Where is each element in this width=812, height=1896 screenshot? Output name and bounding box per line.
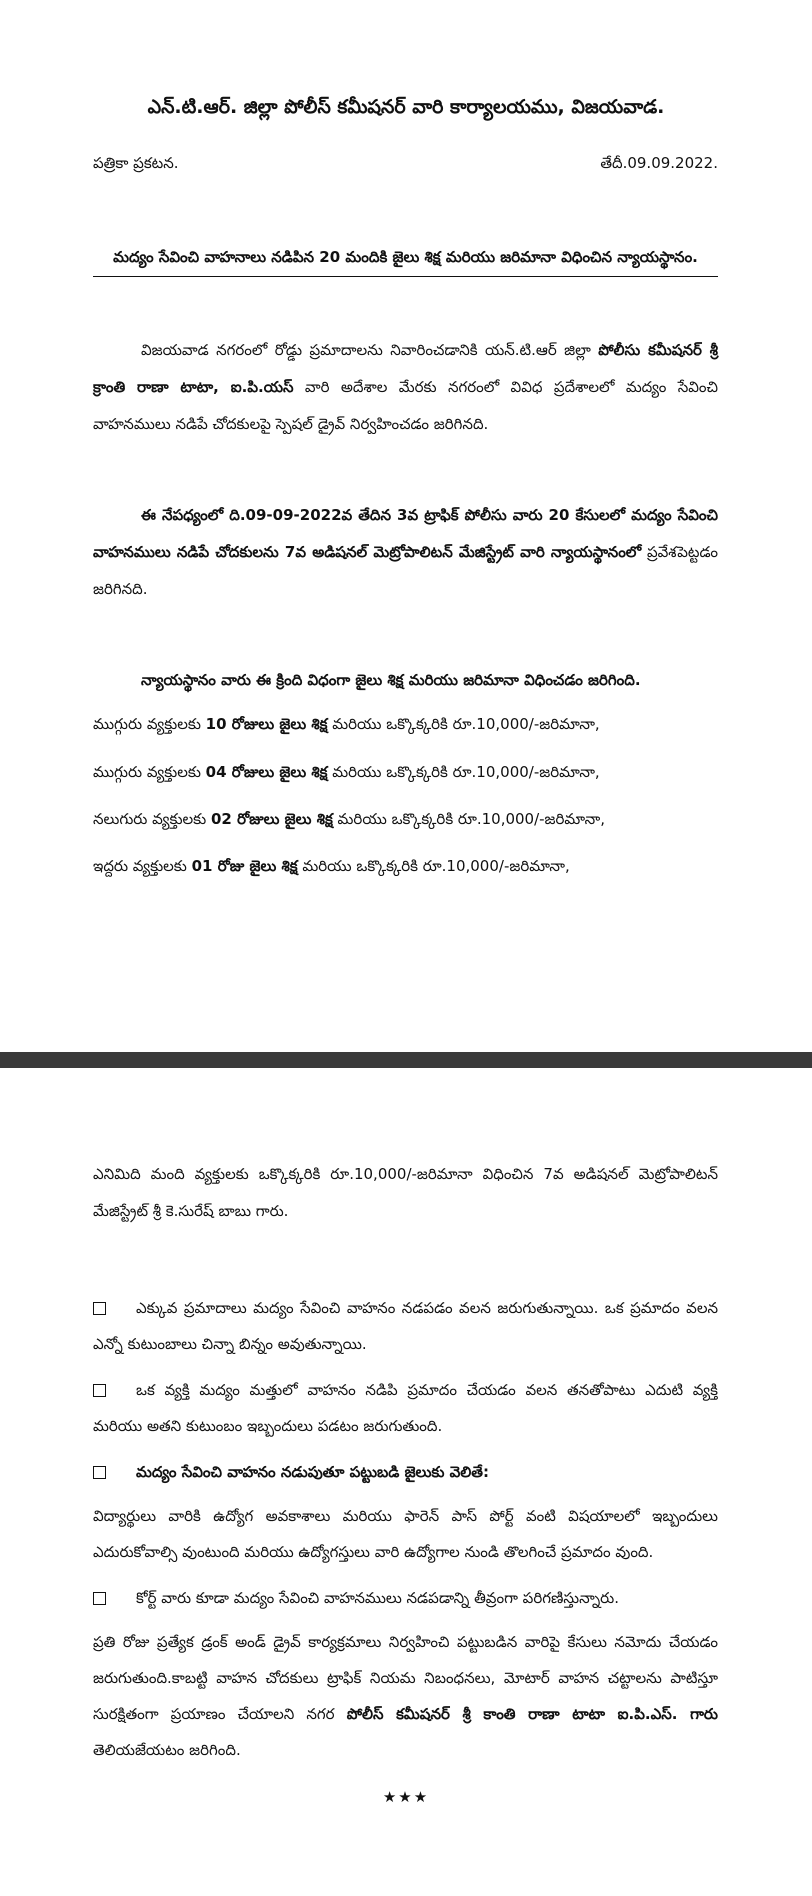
bullet-4-text: కోర్ట్ వారు కూడా మద్యం సేవించి వాహనములు నడపడాన్ని తీవ్రంగా పరిగణిస్తున్నారు.	[136, 1589, 620, 1607]
bullet-item-1	[93, 1290, 718, 1362]
sentence-line-3	[93, 810, 605, 832]
paragraph-students	[93, 1498, 718, 1570]
court-sentence-heading: న్యాయస్థానం వారు ఈ క్రింది విధంగా జైలు శిక్ష మరియు జరిమానా విధించడం జరిగింది.	[141, 671, 641, 689]
eight-persons-text: ఎనిమిది మంది వ్యక్తులకు ఒక్కొక్కరికి రూ.10,000/-జరిమానా విధించిన 7వ అడిషనల్ మెట్రోపాలిటన్ మేజిస్ట్రేట్ శ్రీ కె.సురేష్ బాబు గారు.	[93, 1165, 718, 1220]
page-separator	[0, 1052, 812, 1068]
sentence-2-jail: 04 రోజులు జైలు శిక్ష	[205, 763, 328, 781]
office-title: ఎన్.టి.ఆర్. జిల్లా పోలీస్ కమీషనర్ వారి కార్యాలయము, విజయవాడ.	[147, 96, 665, 118]
bullet-3-text: మద్యం సేవించి వాహనం నడుపుతూ పట్టుబడి జైలుకు వెలితే:	[136, 1463, 489, 1481]
final-text-b: తెలియజేయటం జరిగింది.	[93, 1741, 241, 1759]
checkbox-icon	[93, 1466, 106, 1479]
checkbox-icon	[93, 1592, 106, 1605]
para2-bold: ఈ నేపధ్యంలో ది.09-09-2022వ తేదిన 3వ ట్రాఫిక్ పోలీసు వారు 20 కేసులలో మద్యం సేవించి వాహనములు నడిపే చోదకులను 7వ అడిషనల్ మెట్రోపాలిటన్ మేజిస్ట్రేట్ వారి న్యాయస్థానంలో	[93, 506, 718, 561]
sentence-line-4	[93, 857, 570, 879]
bullet-2-text: ఒక వ్యక్తి మద్యం మత్తులో వాహనం నడిపి ప్రమాదం చేయడం వలన తనతోపాటు ఎదుటి వ్యక్తి మరియు అతని కుటుంబం ఇబ్బందులు పడటం జరుగుతుంది.	[93, 1381, 718, 1435]
news-subheading: మద్యం సేవించి వాహనాలు నడిపిన 20 మందికి జైలు శిక్ష మరియు జరిమానా విధించిన న్యాయస్థానం.	[93, 248, 718, 277]
sentence-1-jail: 10 రోజులు జైలు శిక్ష	[205, 715, 328, 733]
bullet-1-text: ఎక్కువ ప్రమాదాలు మద్యం సేవించి వాహనం నడపడం వలన జరుగుతున్నాయి. ఒక ప్రమాదం వలన ఎన్నో కుటుంబాలు చిన్నా బిన్నం అవుతున్నాయి.	[93, 1299, 718, 1353]
paragraph-2	[93, 497, 718, 608]
sentence-4-jail: 01 రోజు జైలు శిక్ష	[191, 857, 298, 875]
sentence-1-persons: ముగ్గురు వ్యక్తులకు	[93, 715, 206, 733]
release-date: తేదీ.09.09.2022.	[600, 154, 718, 172]
paragraph-3-heading	[93, 662, 718, 699]
para1-text-a: విజయవాడ నగరంలో రోడ్డు ప్రమాదాలను నివారించడానికి యన్.టి.ఆర్ జిల్లా	[141, 341, 599, 359]
sentence-line-1	[93, 715, 600, 737]
sentence-2-fine: మరియు ఒక్కొక్కరికి రూ.10,000/-జరిమానా,	[327, 763, 600, 781]
press-release-label: పత్రికా ప్రకటన.	[93, 154, 179, 172]
students-text: విద్యార్థులు వారికి ఉద్యోగ అవకాశాలు మరియు ఫారెన్ పాస్ పోర్ట్ వంటి విషయాలలో ఇబ్బందులు ఎదురుకోవాల్సి వుంటుంది మరియు ఉద్యోగస్తులు వారి ఉద్యోగాల నుండి తొలగించే ప్రమాదం వుంది.	[93, 1507, 718, 1561]
final-commissioner: పోలీస్ కమీషనర్ శ్రీ కాంతి రాణా టాటా ఐ.పి.ఎస్. గారు	[346, 1705, 718, 1723]
paragraph-eight-persons	[93, 1156, 718, 1230]
document-page-2	[0, 1068, 812, 1896]
bullet-item-2	[93, 1372, 718, 1444]
sentence-3-persons: నలుగురు వ్యక్తులకు	[93, 810, 211, 828]
para1-commissioner: పోలీసు కమీషనర్ శ్రీ క్రాంతి రాణా టాటా, ఐ.పి.యస్	[93, 341, 718, 396]
sentence-1-fine: మరియు ఒక్కొక్కరికి రూ.10,000/-జరిమానా,	[327, 715, 600, 733]
sentence-2-persons: ముగ్గురు వ్యక్తులకు	[93, 763, 206, 781]
sentence-4-fine: మరియు ఒక్కొక్కరికి రూ.10,000/-జరిమానా,	[297, 857, 570, 875]
paragraph-final	[93, 1624, 718, 1768]
checkbox-icon	[93, 1302, 106, 1315]
paragraph-1	[93, 332, 718, 443]
sentence-line-2	[93, 763, 600, 785]
closing-stars: ★★★	[382, 1788, 430, 1806]
sentence-3-jail: 02 రోజులు జైలు శిక్ష	[210, 810, 333, 828]
sentence-4-persons: ఇద్దరు వ్యక్తులకు	[93, 857, 192, 875]
para1-text-b: వారి అదేశాల మేరకు నగరంలో వివిధ ప్రదేశాలలో మద్యం సేవించి వాహనములు నడిపే చోదకులపై స్పెషల్ డ్రైవ్ నిర్వహించడం జరిగినది.	[93, 378, 718, 433]
checkbox-icon	[93, 1384, 106, 1397]
bullet-item-3	[93, 1454, 718, 1490]
sentence-3-fine: మరియు ఒక్కొక్కరికి రూ.10,000/-జరిమానా,	[332, 810, 605, 828]
bullet-item-4	[93, 1580, 718, 1616]
para2-text: ప్రవేశపెట్టడం జరిగినది.	[93, 543, 718, 598]
final-text-a: ప్రతి రోజు ప్రత్యేక డ్రంక్ అండ్ డ్రైవ్ కార్యక్రమాలు నిర్వహించి పట్టుబడిన వారిపై కేసులు నమోదు చేయడం జరుగుతుంది.కాబట్టి వాహన చోదకులు ట్రాఫిక్ నియమ నిబంధనలు, మోటార్ వాహన చట్టాలను పాటిస్తూ సురక్షితంగా ప్రయాణం చేయాలని నగర	[93, 1633, 718, 1723]
